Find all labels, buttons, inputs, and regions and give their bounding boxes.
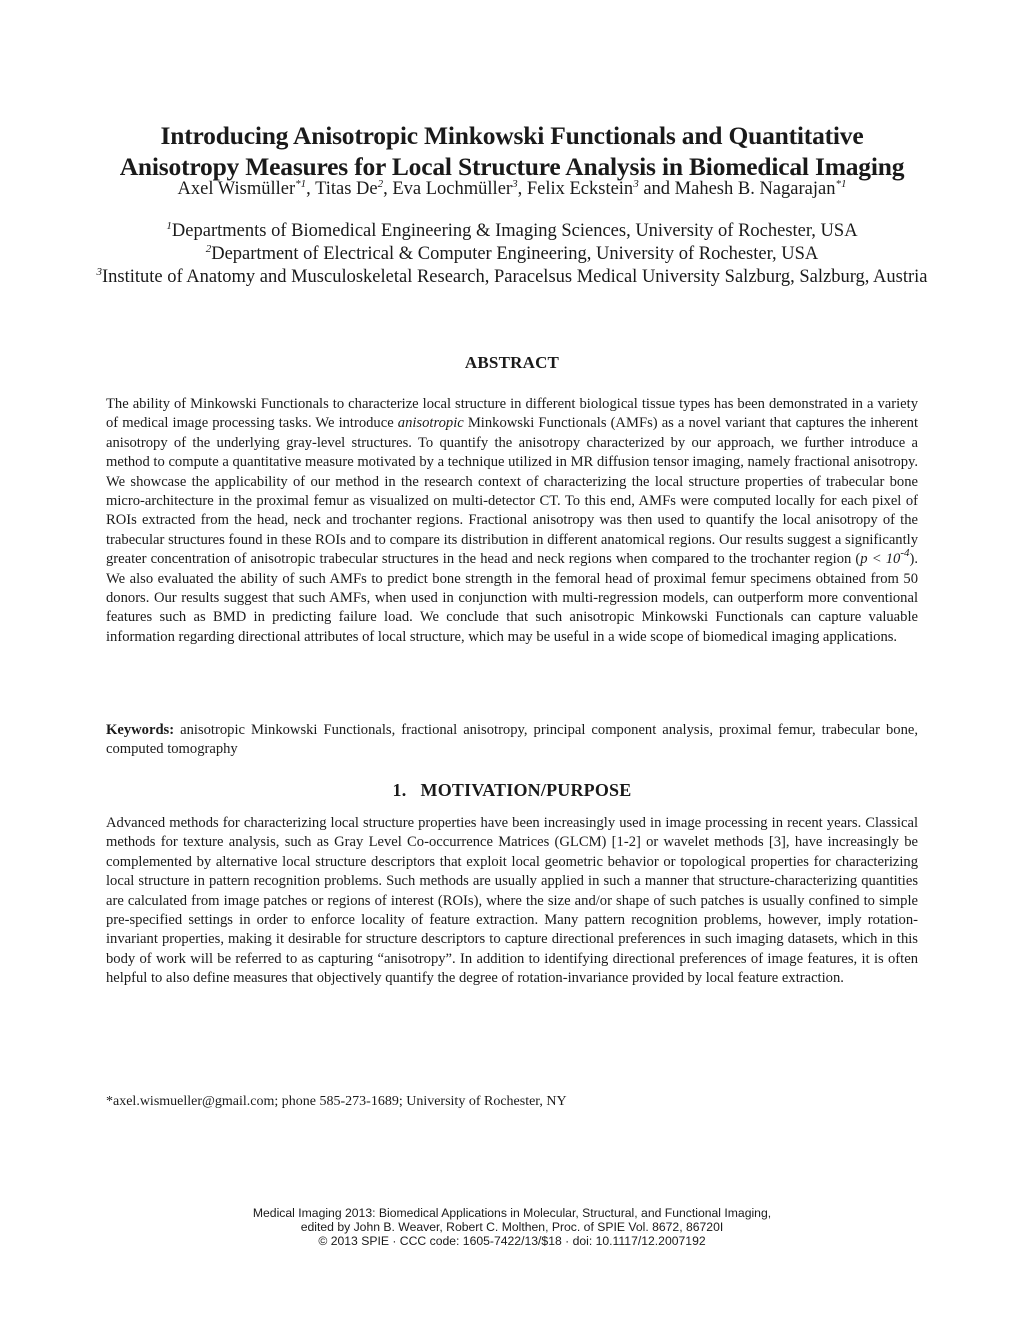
affiliation-1: $^1$Departments of Biomedical Engineering & Imaging Sciences, University of Rochester, USA bbox=[166, 220, 858, 241]
author-name: Titas De bbox=[315, 179, 378, 199]
page-footer bbox=[100, 1206, 924, 1248]
author-list bbox=[60, 176, 964, 202]
p-value: $p < 10^{-4}$ bbox=[860, 547, 910, 568]
section-heading-motivation: 1. MOTIVATION/PURPOSE bbox=[392, 780, 632, 800]
affiliations bbox=[80, 220, 944, 289]
author-sep: , bbox=[306, 179, 316, 199]
author-name: Eva Lochmüller bbox=[392, 179, 513, 199]
author-sep: and bbox=[638, 179, 675, 199]
footer-line-1: Medical Imaging 2013: Biomedical Applications in Molecular, Structural, and Functional Imaging, bbox=[252, 1206, 772, 1220]
keywords-label: Keywords: bbox=[106, 722, 175, 738]
paper-title bbox=[60, 120, 964, 182]
emphasis-anisotropic: anisotropic bbox=[397, 415, 464, 432]
author-sup: *1 bbox=[295, 178, 307, 190]
author bbox=[392, 179, 526, 199]
author bbox=[527, 179, 675, 199]
author bbox=[178, 179, 316, 199]
author-sup: *1 bbox=[835, 178, 847, 190]
affiliation-3: $^3$Institute of Anatomy and Musculoskeletal Research, Paracelsus Medical University Salzburg, Salzburg, Austria bbox=[96, 266, 928, 287]
author-sup: 3 bbox=[633, 178, 639, 190]
author-name: Axel Wismüller bbox=[177, 179, 296, 199]
title-line-1: Introducing Anisotropic Minkowski Functionals and Quantitative bbox=[160, 121, 864, 150]
author-sup: 3 bbox=[512, 178, 518, 190]
section-body-motivation: Advanced methods for characterizing local structure properties have been increasingly used in image processing in recent years. Classical methods for texture analysis, such as Gray Level Co-occurrence Matrices (GLCM) [1-2] or wavelet methods [3], have increasingly be complemented by alternative local structure descriptors that exploit local geometric behavior or topological properties for characterizing local structure in pattern recognition problems. Such methods are usually applied in such a manner that structure-characterizing quantities are calculated from image patches or regions of interest (ROIs), where the size and/or shape of such patches is usually confined to simple pre-specified settings in order to enforce locality of feature extraction. Many pattern recognition problems, however, imply rotation-invariant properties, making it desirable for structure descriptors to capture directional preferences in such imaging datasets, which in this body of work will be referred to as capturing “anisotropy”. In addition to identifying directional preferences of image features, it is often helpful to also define measures that objectively quantify the degree of rotation-invariance provided by local feature extraction. bbox=[106, 815, 918, 987]
abstract-heading: ABSTRACT bbox=[464, 353, 560, 372]
author bbox=[675, 179, 847, 199]
author-footnote: *axel.wismueller@gmail.com; phone 585-273-1689; University of Rochester, NY bbox=[106, 1094, 567, 1109]
author-sep: , bbox=[517, 179, 527, 199]
abstract-body: The ability of Minkowski Functionals to characterize local structure in different biological tissue types has been demonstrated in a variety of medical image processing tasks. We introduce anisotropic Minkowski Functionals (AMFs) as a novel variant that captures the inherent anisotropy of the underlying gray-level structures. To quantify the anisotropy characterized by our approach, we further introduce a method to compute a quantitative measure motivated by a technique utilized in MR diffusion tensor imaging, namely fractional anisotropy. We showcase the applicability of our method in the research context of characterizing the local structure properties of trabecular bone micro-architecture in the proximal femur as visualized on multi-detector CT. To this end, AMFs were computed locally for each pixel of ROIs extracted from the head, neck and trochanter regions. Fractional anisotropy was then used to quantify the local anisotropy of the trabecular structures found in these ROIs and to compare its distribution in different anatomical regions. Our results suggest a significantly greater concentration of anisotropic trabecular structures in the head and neck regions when compared to the trochanter region $(p < 10^{-4})$. We also evaluated the ability of such AMFs to predict bone strength in the femoral head of proximal femur specimens obtained from 50 donors. Our results suggest that such AMFs, when used in conjunction with multi-regression models, can outperform more conventional features such as BMD in predicting failure load. We conclude that such anisotropic Minkowski Functionals can capture valuable information regarding directional attributes of local structure, which may be useful in a wide scope of biomedical imaging applications. bbox=[106, 396, 918, 645]
footer-line-2: edited by John B. Weaver, Robert C. Molthen, Proc. of SPIE Vol. 8672, 86720I bbox=[300, 1220, 724, 1234]
footer-line-3: © 2013 SPIE · CCC code: 1605-7422/13/$18 · doi: 10.1117/12.2007192 bbox=[318, 1234, 706, 1248]
title-line-2: Anisotropy Measures for Local Structure Analysis in Biomedical Imaging bbox=[119, 152, 905, 181]
author-sep: , bbox=[383, 179, 393, 199]
author-sup: 2 bbox=[377, 178, 384, 190]
author-name: Mahesh B. Nagarajan bbox=[674, 179, 836, 199]
author bbox=[315, 179, 392, 199]
author-name: Felix Eckstein bbox=[526, 179, 634, 199]
keywords bbox=[106, 721, 918, 760]
affiliation-2: $^2$Department of Electrical & Computer Engineering, University of Rochester, USA bbox=[205, 243, 819, 264]
keywords-text: anisotropic Minkowski Functionals, fractional anisotropy, principal component analysis, proximal femur, trabecular bone, computed tomography bbox=[106, 722, 918, 758]
